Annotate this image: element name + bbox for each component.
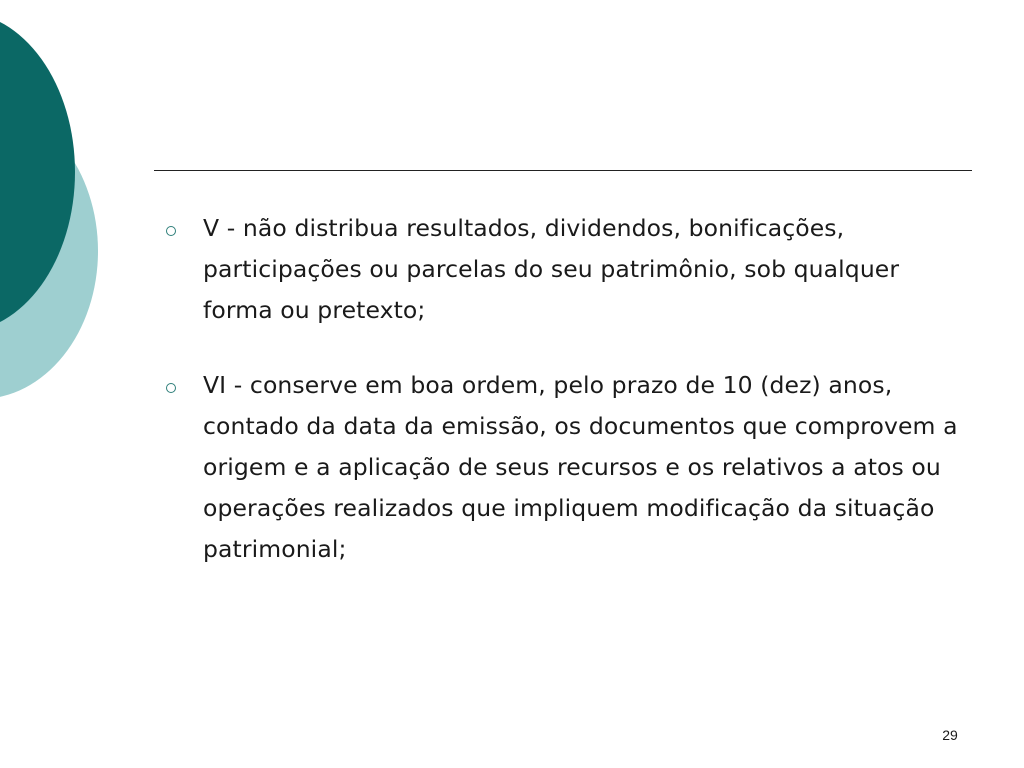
bullet-item <box>162 365 962 570</box>
decorative-circles <box>0 0 110 420</box>
title-divider <box>154 170 972 171</box>
hollow-circle-icon <box>166 383 176 393</box>
bullet-text: V - não distribua resultados, dividendos, bonificações, participações ou parcelas do seu patrimônio, sob qualquer forma ou pretexto; <box>203 214 900 324</box>
page-number: 29 <box>942 727 958 743</box>
bullet-item <box>162 208 962 331</box>
hollow-circle-icon <box>166 226 176 236</box>
bullet-text: VI - conserve em boa ordem, pelo prazo de 10 (dez) anos, contado da data da emissão, os documentos que comprovem a origem e a aplicação de seus recursos e os relativos a atos ou operações realizados que impliquem modificação da situação patrimonial; <box>203 371 958 563</box>
bullet-list <box>162 208 962 604</box>
